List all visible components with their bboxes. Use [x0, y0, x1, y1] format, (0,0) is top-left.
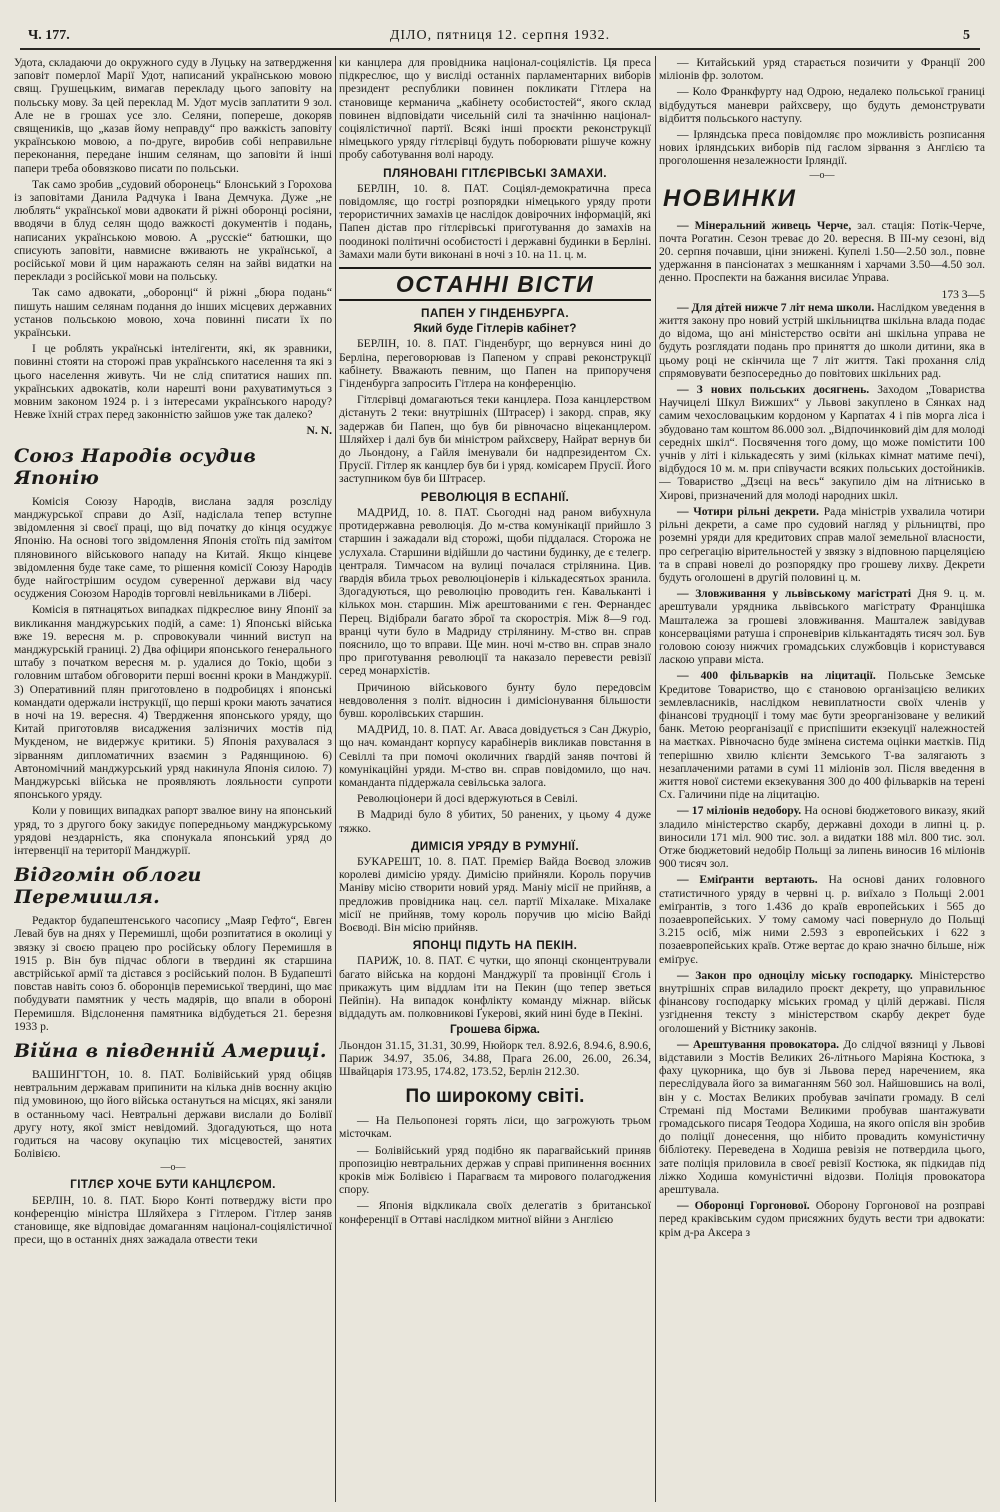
news-item [659, 873, 985, 965]
news-item [659, 219, 985, 285]
author-signature: N. N. [306, 424, 332, 438]
news-item-title: — Арештування провокатора. [677, 1037, 840, 1051]
article-paragraph: Комісія Союзу Народів, вислана задля розсліду манджурської справи до Азії, надіслала тепер вступне звідомлення зі своєї праці, що від початку до кінця осуджує Японію. На основі того звідомлення Японія стоїть під замітом пляновиного військового нападу на Китай. Якщо кінцеве звідомлення буде таке саме, то рішення комісії Союзу Народів буде найгострішим осудом суверенної держави від часу осуджения Союзом Народів торговлі невільниками в Лібері. [14, 494, 332, 601]
column-2 [339, 56, 651, 1504]
headline-wide-world: По широкому світі. [405, 1086, 585, 1108]
article-paragraph: ки канцлера для провідника націонал-соціялістів. Ця преса підкреслює, що у висліді останніх парламентарних виборів президент республики повинен покликати Гітлера на становище керманича „кабінету особистостей“, якого склад повинен відповідати чисельній силі та значінню націонал-соціялістичної партії. Всякі інші проєкти реконструкції німецького уряду гітлєрівці будуть поборювати рішуче кожну пробу саботування волі народу. [339, 56, 651, 162]
news-item-text: На основі бюджетового виказу, який зладило міністерство скарбу, державні доходи в липні ц. р. виносили 171 міл. 900 тис. зол. а видатки 188 міл. 800 тис. зол. Отже бюджетовий недобір Польщі за липень виносив 16 міліонів 900 тисяч зол. [659, 804, 985, 871]
news-item [659, 301, 985, 380]
article-paragraph: Причиною військового бунту було передовсім невдоволення з політ. відносин і димісіонування більшости бувш. королівських старшин. [339, 680, 651, 720]
column-rule [335, 56, 336, 1502]
news-item-text: На основі даних головного статистичного уряду в червні ц. р. виїхало з Польщі 2.001 еміґрантів, з того 1.436 до країв европейських і 565 до позаевропейських. У тому самому часі повернуло до Польщі 3.215 осіб, між ними 2.593 з европейських і 622 з позаевропейських країв. Отже вертає до краю значно більше, ніж еміґрує. [659, 873, 985, 966]
headline-money-exchange: Грошева біржа. [450, 1022, 540, 1037]
brief-item: — На Пельопонезі горять ліси, що загрожують трьом місточкам. [339, 1114, 651, 1141]
brief-item: — Китайський уряд старається позичити у Франції 200 міліонів фр. золотом. [659, 56, 985, 83]
news-item-title: — 17 міліонів недобору. [677, 804, 802, 818]
news-item [659, 969, 985, 1035]
headline-papen-hindenburg: ПАПЕН У ГІНДЕНБУРГА. [420, 306, 569, 321]
article-paragraph: БЕРЛІН, 10. 8. ПАТ. Бюро Конті потверджу вісти про конференцію міністра Шляйхера з Гітлером. Гітлер заняв становище, яке відповідає домаганням націонал-соціялістичної преси, що в останніх днях зажадала отвести теки [14, 1193, 332, 1247]
article-paragraph: Комісія в пятнацятьох випадках підкреслюе вину Японії за викликання манджурських подій, а саме: 1) Японські війська вже 19. вересня м. р. спровокували чинний виступ на манджурській границі. 2) Два офіцири японського ґенерального штабу з початком вересня м. р. удалися до Токіо, щоби з головним штабом обговорити перші воєнні кроки в Манджурії. 3) Оперативний плян приготовлено в подробицях і японські командати одержали інструкції, що перші кроки мають зачатися в ночі на 19. вересня. 4) Твердження японського уряду, що Китай приготовляв висаджения залізничих мостів під Мукденом, не видержує критики. 5) Японія рахувалася з зірванням дипломатичних взаємин з Радянщиною. 6) Автономічний манджурський уряд накинула Японія силою. 7) Манджурські війська не проявляють лояльности супроти японського уряду. [14, 603, 332, 802]
news-item-text: Дня 9. ц. м. арештували урядника львівського магістрату Францішка Машталежа за грошеві зловживання. Машталеж завідував консерваціями ратуша і спроневірив кількантадять тисяч зол. Був головою союзу нижчих громадських службовців і користувався ласкою управи міста. [659, 587, 985, 667]
news-item-text: Наслідком уведення в життя закону про новий устрій шкільництва шкільна влада подає до відома, що ані міністерство освіти ані шкільна управа не будуть розглядати подань про приняття до школи дитини, яка в цьому році не скінчила ще 7 літ життя. Такі прохання слід спрямовувати безпосередньо до повітових шкільних рад. [659, 300, 985, 380]
headline-japan-peking: ЯПОНЦІ ПІДУТЬ НА ПЕКІН. [412, 938, 578, 953]
news-item-title: — Мінеральний живець Черче, [677, 218, 852, 232]
masthead [20, 26, 980, 50]
masthead-title: ДІЛО, пятниця 12. серпня 1932. [389, 28, 611, 43]
headline-romania-resignation: ДИМІСІЯ УРЯДУ В РУМУНІЇ. [410, 838, 580, 853]
article-paragraph: БЕРЛІН, 10. 8. ПАТ. Гінденбург, що вернувся нині до Берліна, переговорював із Папеном у справі реконструкції кабінету. Вважають певним, що Папен на припорученя Гінденбурга запросить Гітлера на конференцію. [339, 337, 651, 391]
news-item-title: — Оборонці Горгонової. [677, 1199, 810, 1213]
news-item [659, 804, 985, 870]
headline-przemysl: Відгомін облоги Перемишля. [14, 864, 202, 909]
brief-item: — Японія відкликала своїх делегатів з британської конференції в Оттаві наслідком митної війни з Англією [339, 1199, 651, 1226]
issue-number: Ч. 177. [28, 28, 70, 43]
article-paragraph: Так само зробив „судовий оборонець“ Блонський з Горохова із заповітами Данила Радчука і Івана Демчука. Дуже „не люблять“ української мови адвокати й ріжні оборонці росіяни, вводячи в блуд селян щодо важкості документів і подань, написаних українською мовою. А „русскіе“ батюшки, що списують заповіти, навмисне вживають не української, а російської мови й цим наражають селян на зайві видатки на переклади з російської мови на польську. [14, 177, 332, 284]
news-item-text: Польське Земське Кредитове Товариство, що є становою організацією великих землевласників, наслідком невиплатности своїх членів у фінансові трудноції і тому має бути зреорганізоване у великий банк. Метою реорганізації є приспішити екзекуції належностей на маєтках. Рівночасно буде змінена система оцінки маєтків. Під теперішню хвилю клієнти Земського Т-ва залягають з незаплаченими ратами в сумі 11 міліонів зол. Після введення в життя нової системи екзекування 300 до 400 фільварків на терені Сх. Галичини піде на ліцитацію. [659, 669, 985, 802]
headline-league-of-nations: Союз Народів осудив Японію [14, 444, 257, 489]
article-paragraph: МАДРИД, 10. 8. ПАТ. Сьогодні над раном вибухнула протидержавна революція. До м-ства комунікації прийшло 3 старшин і зажадали від сторожі, щоби піддалася. Сторожа не услухала. Старшини відійшли до частини будинку, де є телегр. централя. Тимчасом на вулиці почалася стрілянина. Цив. ґвардія вбила трьох революціонерів і кількадесятьох зранила. Здогадуються, що революцію проводить ген. Кавальканті і кількох мон. старшин. Між арештованими є ген. Фернандес Перец. Відібрали багато зброї та скорострія. Між 8—9 год. вранці чути було в Мадриду стрілянину. М-ство вн. справ пояснило, що то вправи. Ще мин. ночі м-ство вн. справ знало про приготування революції та наказало перевести ревізії серед монархістів. [339, 505, 651, 678]
news-item [659, 1038, 985, 1196]
news-item-title: — 400 фільварків на ліцитації. [677, 669, 876, 683]
article-paragraph: Революціонери й досі вдержуються в Севілі. [357, 792, 578, 806]
article-paragraph: В Мадриді було 8 убитих, 50 ранених, у цьому 4 дуже тяжко. [339, 808, 651, 835]
article-paragraph: БУКАРЕШТ, 10. 8. ПАТ. Премієр Вайда Воєвод зложив королеві димісію уряду. Димісію прийняли. Король поручив Маніву місію створити новий уряд. Маніу місії не прийняв, а предложив провідника нац. сел. партії Міхалаке. Міхалаке місії не прийняв, тому король поручив цю місію Вайді Воєводі. Він місію прийняв. [339, 854, 651, 934]
news-item-title: — Закон про одноцілу міську господарку. [677, 968, 913, 982]
news-item-text: зал. стація: Потік-Черче, почта Рогатин. Сезон треває до 20. вересня. В ІІІ-му сезоні, від 20. серпня почавши, ціни знижені. Купелі 1.50—2.50 зол., повне удержання в пансіонатах з мешканням і харчами 3.50—4.50 зол. денно. Проспекти на бажання висилає Управа. [659, 218, 985, 285]
brief-item: — Коло Франкфурту над Одрою, недалеко польської границі відбудуться маневри райхсверу, що будуть демонструвати відбиття польського наступу. [659, 85, 985, 125]
news-item-text: Рада міністрів ухвалила чотири рільні декрети, а саме про судовий нагляд у рільництві, про роземні уряди для кредитових справ малої земельної власности, про сеґрегацію вірительностей у звязку з відповною парцеляцією та в справі новелі до розпорядку про грошеву лихву. Декрети будуть оголошені в другій половині ц. м. [659, 504, 985, 584]
news-item-title: — Еміґранти вертають. [677, 873, 818, 887]
article-paragraph: Удота, складаючи до окружного суду в Луцьку на затвердження заповіт померлої Марії Удот, написаний українською мовою свящ. Грушецьким, вимагав перекладу цього заповіту на польську мову. За цей переклад М. Удот мусів заплатити 9 зол. Але не в грошах усе зло. Селяни, попереше, докоряв священиків, що „казав йому неправду“ про важкість заповіту українською мовою, а по-друге, виробив собі неправильне переконання, передане іншим селянам, що заповіти й інші папери треба обовязково писати по польськи. [14, 56, 332, 175]
headline-news-section: НОВИНКИ [663, 184, 797, 212]
separator: —o— [160, 1162, 186, 1174]
headline-south-america-war: Війна в південній Америці. [14, 1040, 327, 1062]
article-paragraph: Гітлєрівці домагаються теки канцлера. Поза канцлерством дістануть 2 теки: внутрішніх (Штрасер) і закорд. справ, яку задержав би Папен, що був би рівночасно віцеканцлером. Шляйхер і далі був би міністром райхсверу, Найрат вернув би до Льондону, а Гайля іменували би надпрезидентом Сх. Прусії. Гітлер як канцлер був би і уряд. комісарем Прусії. Його заступником був би Штрасер. [339, 393, 651, 486]
article-paragraph: І це роблять українські інтелігенти, які, як зравники, повинні стояти на сторожі прав українського населення та які з цього населення живуть. Чи не слід спитатися наших пп. українських адвокатів, коли нарешті вони рахуватимуться з мовним законом 1924 р. і з інтересами українського народу? Невже їхній страх перед законністю зайшов уже так далеко? [14, 342, 332, 422]
news-item-text: Оборону Горгонової на розправі перед краківським судом присяжних будуть вести три адвокати: крім д-ра Аксера з [659, 1199, 985, 1239]
brief-item: — Ірляндська преса повідомляє про можливість розписання нових ірляндських виборів під гаслом зірвання з Англією та проголошення незалежности Ірляндії. [659, 128, 985, 168]
news-item-title: — Для дітей нижче 7 літ нема школи. [677, 300, 875, 314]
news-item [659, 505, 985, 584]
news-item [659, 1199, 985, 1239]
news-item-text: Заходом „Товариства Научицелі Шкул Вижших“ у Львові закуплено в Сянках над самим чехословацьким кордоном у Карпатах 4 і пів морга ліса і збудовано там коштом 86.000 зол. „Відпочинковий дім для молоді середніх шкіл“. Посвячення того дому, що може помістити 100 учнів у літі і кількадесять у зимі (кільках кімнат матиме печі), відбудося 10 м. м. при співучасти всяких польських достойників. — Товариство „Дзєці на весь“ закупило дім на літнисько в Хирові, призначений для молоді народних шкіл. [659, 383, 985, 502]
article-paragraph: Редактор будапештенського часопису „Маяр Гефто“, Евген Левай був на днях у Перемишлі, щоби розпитатися в околиці у звязку зі своєю працею про російську облогу Перемишля в 1915 р. Він був підчас облоги в твердині як старшина австрійської армії та дістався з російський полон. В Будапешті повстав навіть союз б. оборонців перемиської твердині, що має побудувати памятник у честь мадярів, що впали в обороні Перемишля. Відслонення памятника відбудеться 21. березня 1933 р. [14, 914, 332, 1033]
news-item [659, 587, 985, 666]
column-rule [655, 56, 656, 1502]
column-1 [14, 56, 332, 1504]
news-item [659, 669, 985, 801]
subheadline-cabinet: Який буде Гітлерів кабінет? [413, 321, 577, 336]
brief-item: — Болівійський уряд подібно як парагвайський приняв пропозицію невтральних держав у справі припинення воєнних кроків між Болівією і Парагваєм та мирового полагоджения спору. [339, 1143, 651, 1197]
news-item-title: — З нових польських досягнень. [677, 383, 870, 397]
article-paragraph: БЕРЛІН, 10. 8. ПАТ. Соціял-демократична преса повідомляє, що гострі розпорядки німецького уряду проти терористичних замахів це наслідок довірочних інформацій, які Папен дістав про гітлєрівські приготування до замахів на поодинокі політичні особистості і державні будинки в Берліні. Замахи мали бути виконані в ночі з 10. на 11. ц. м. [339, 181, 651, 261]
separator: —o— [809, 169, 835, 181]
news-item-title: — Зловживання у львівському магістраті [677, 587, 912, 601]
headline-spain-revolution: РЕВОЛЮЦІЯ В ЕСПАНІЇ. [420, 489, 570, 504]
news-item [659, 383, 985, 502]
news-item-text: Міністерство внутрішніх справ виладило проєкт декрету, що управильнює фінансову господарку міських громад у цілій державі. Після узгіднення тексту з міністерством скарбу декрет буде оголошений у Вістнику законів. [659, 968, 985, 1035]
column-3 [659, 56, 985, 1504]
article-paragraph: Так само адвокати, „оборонці“ й ріжні „бюра подань“ пишуть нашим селянам подання до інших місцевих державних установ польською мовою, хоча повинні писати їх по українськи. [14, 286, 332, 340]
exchange-rates: Льондон 31.15, 31.31, 30.99, Нюйорк тел. 8.92.6, 8.94.6, 8.90.6, Париж 34.97, 35.06, 34.88, Прага 26.00, 26.00, 26.34, Швайцарія 173.95, 174.82, 173.52, Берлін 212.30. [339, 1038, 651, 1079]
article-paragraph: ПАРИЖ, 10. 8. ПАТ. Є чутки, що японці сконцентрували багато війська на кордоні Манджурії та провінції Єголь і прикажуть цим віддлам іти на Пекин (що тепер зветься Пейпін). На випадок конфлікту команду міжнар. військ віддадуть ам. полковникові Ґукерові, який нині буде в Пекіні. [339, 954, 651, 1021]
article-paragraph: МАДРИД, 10. 8. ПАТ. Аґ. Аваса довідується з Сан Джуріо, що нач. командант корпусу карабінерів викликав повстання в Севіллі та при помочі околичних ґвардій заняв почтові й комунікаційні уряди. М-ство вн. справ повідомило, що нач. командантa піддержала севільська залога. [339, 723, 651, 789]
headline-hitler-chancellor: ГІТЛЄР ХОЧЕ БУТИ КАНЦЛЄРОМ. [70, 1177, 276, 1192]
ad-code: 173 3—5 [941, 287, 985, 301]
headline-latest-news: ОСТАННІ ВІСТИ [339, 267, 651, 301]
news-item-title: — Чотири рільні декрети. [677, 504, 820, 518]
page-number: 5 [963, 28, 970, 43]
news-item-text: До слідчої вязниці у Львові відставили з Мостів Великих 26-літнього Маріяна Костюка, з фаху цукорника, що був зі Львова перед наречением, яка переслідувала його за вимаганням 560 зол. Найшовшись на волі, він у с. Мостах Великих пробував зачіпати громаду. В селі Стремані під Мостами Великими пробував шантажувати громадського писаря Теодора Ходиша, на якого опісля він зробив до поліції донесення, що нібито провадить комуністичну бібліотеку. Переведена в Ходиша ревізія не потвердила цього, зате поліція приловила в своєї ревізії Костюка, як підкидав під ліжко Ходиша комуністичні відозви. Поліція провокатора арештувала. [659, 1037, 985, 1197]
article-paragraph: Коли у повищих випадках рапорт звалюе вину на японський уряд, то з другого боку закидує попередньому манджурському урядові нездарність, яка спонукала японський уряд до інтервенції на території Манджурії. [14, 804, 332, 857]
headline-planned-attacks: ПЛЯНОВАНІ ГІТЛЄРІВСЬКІ ЗАМАХИ. [383, 165, 607, 180]
article-paragraph: ВАШИНГТОН, 10. 8. ПАТ. Болівійський уряд обіцяв невтральним державам припинити на кілька днів воєнну акцію під умовиною, що його війська остануться на місцях, які заняли в останньому часі. Невтральні держави вислали до Болівії другу ноту, якої зміст невідомий. Здогадуються, що нота годиться на часову окупацію тих місцевостей, занятих Болівією. [14, 1068, 332, 1161]
